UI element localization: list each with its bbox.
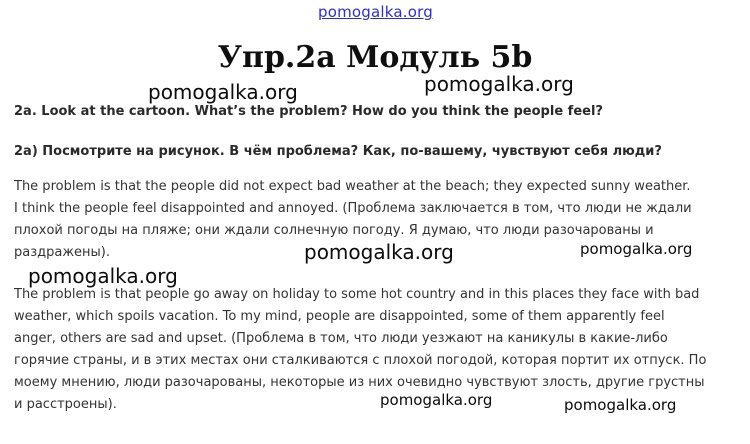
answer-2-line: weather, which spoils vacation. To my mind, people are disappointed, some of them apparently feel (14, 309, 665, 324)
answer-2-line: anger, others are sad and upset. (Проблема в том, что люди уезжают на каникулы в какие-либо (14, 331, 668, 346)
answer-2-line: The problem is that people go away on holiday to some hot country and in this places they face with bad (14, 287, 700, 302)
watermark: pomogalka.org (28, 264, 178, 288)
answer-1-line: раздражены). (14, 245, 111, 260)
watermark: pomogalka.org (424, 72, 574, 96)
watermark-top-link[interactable]: pomogalka.org (318, 3, 433, 21)
answer-1-line: I think the people feel disappointed and annoyed. (Проблема заключается в том, что люди не ждали (14, 201, 692, 216)
answer-1-line: плохой погоды на пляже; они ждали солнечную погоду. Я думаю, что люди разочарованы и (14, 223, 654, 238)
question-russian: 2а) Посмотрите на рисунок. В чём проблема? Как, по-вашему, чувствуют себя люди? (14, 144, 662, 159)
answer-2-line: и расстроены). (14, 397, 117, 412)
watermark: pomogalka.org (580, 240, 693, 258)
watermark: pomogalka.org (564, 396, 677, 414)
question-english: 2a. Look at the cartoon. What’s the problem? How do you think the people feel? (14, 104, 603, 119)
watermark: pomogalka.org (148, 80, 298, 104)
answer-2-line: горячие страны, и в этих местах они сталкиваются с плохой погодой, которая портит их отпуск. По (14, 353, 707, 368)
watermark: pomogalka.org (304, 240, 454, 264)
page-title: Упр.2а Модуль 5b (217, 40, 533, 75)
answer-2-line: моему мнению, люди разочарованы, некоторые из них очевидно чувствуют злость, другие грустны (14, 375, 705, 390)
watermark: pomogalka.org (380, 391, 493, 409)
answer-1-line: The problem is that the people did not expect bad weather at the beach; they expected sunny weather. (14, 179, 691, 194)
